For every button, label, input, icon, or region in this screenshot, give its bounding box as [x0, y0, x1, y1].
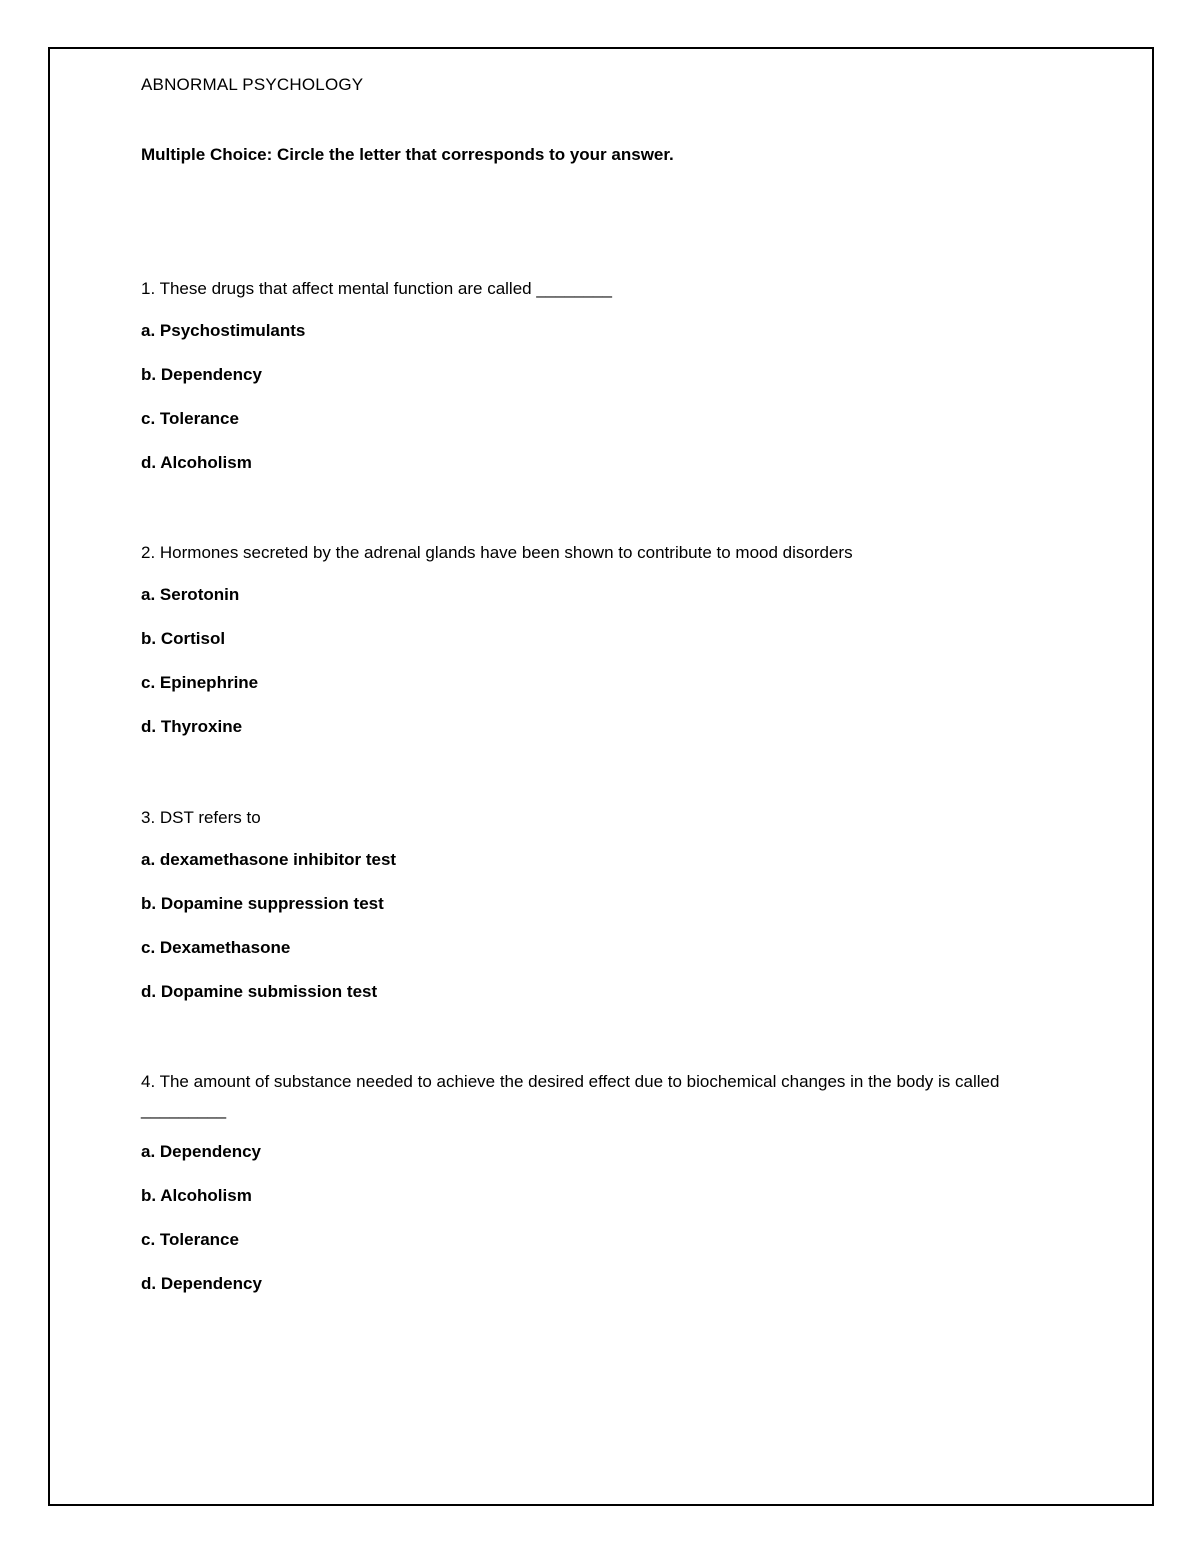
option-d: d. Thyroxine [141, 717, 243, 736]
question-text: 1. These drugs that affect mental function are called ________ [141, 279, 612, 298]
option-d: d. Dopamine submission test [141, 982, 378, 1001]
option-c: c. Tolerance [141, 409, 239, 428]
question-2 [141, 539, 1041, 759]
question-text: 4. The amount of substance needed to achieve the desired effect due to biochemical changes in the body is called _________ [141, 1072, 1000, 1119]
option-d: d. Dependency [141, 1274, 262, 1293]
option-a: a. Dependency [141, 1142, 261, 1161]
subject-title: ABNORMAL PSYCHOLOGY [141, 75, 364, 94]
option-c: c. Tolerance [141, 1230, 239, 1249]
option-a: a. Psychostimulants [141, 321, 306, 340]
question-text: 2. Hormones secreted by the adrenal glands have been shown to contribute to mood disorders [141, 543, 853, 562]
option-b: b. Dopamine suppression test [141, 894, 384, 913]
option-a: a. dexamethasone inhibitor test [141, 850, 397, 869]
question-4 [141, 1068, 1041, 1316]
question-text: 3. DST refers to [141, 808, 261, 827]
option-c: c. Epinephrine [141, 673, 259, 692]
option-a: a. Serotonin [141, 585, 240, 604]
option-c: c. Dexamethasone [141, 938, 291, 957]
option-d: d. Alcoholism [141, 453, 252, 472]
option-b: b. Cortisol [141, 629, 226, 648]
question-3 [141, 804, 1041, 1024]
instructions: Multiple Choice: Circle the letter that corresponds to your answer. [141, 145, 674, 164]
question-1 [141, 275, 1041, 495]
option-b: b. Alcoholism [141, 1186, 252, 1205]
option-b: b. Dependency [141, 365, 262, 384]
